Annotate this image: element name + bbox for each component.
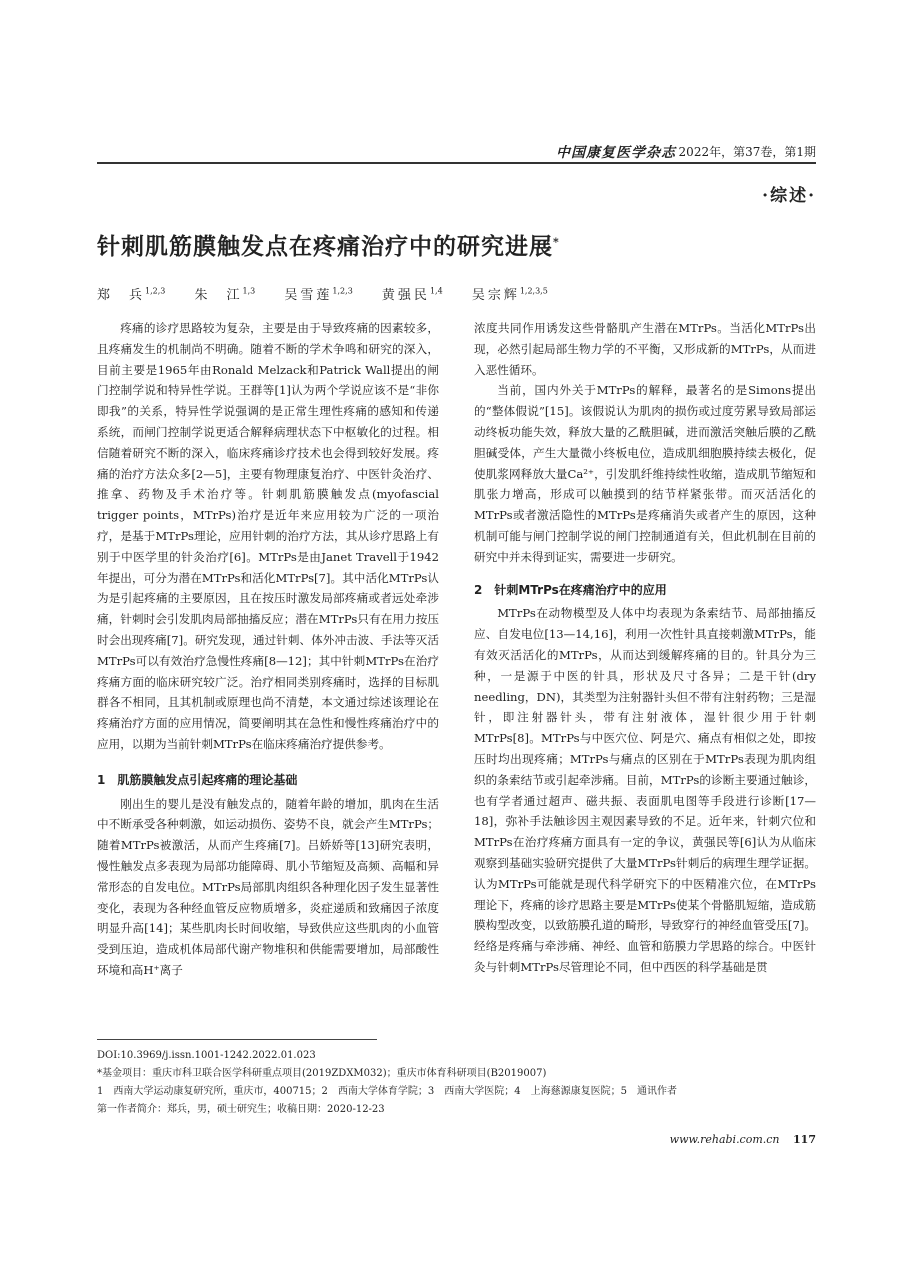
body-paragraph: MTrPs在动物模型及人体中均表现为条索结节、局部抽搐反应、自发电位[13—14,16]，利用一次性针具直接刺激MTrPs，能有效灭活活化的MTrPs，从而达到缓解疼痛的目的。针具分为三种，一是源于中医的针具，形状及尺寸各异；二是干针(dry needling，DN)，其类型为注射器针头但不带有注射药物；三是湿针，即注射器针头，带有注射液体，湿针很少用于针刺MTrPs[8]。MTrPs与中医穴位、阿是穴、痛点有相似之处，即按压时均出现疼痛；MTrPs与痛点的区别在于MTrPs表现为肌肉组织的条索结节或引起牵涉痛。目前，MTrPs的诊断主要通过触诊，也有学者通过超声、磁共振、表面肌电图等手段进行诊断[17—18]，弥补手法触诊因主观因素导致的不足。近年来，针刺穴位和MTrPs在治疗疼痛方面具有一定的争议，黄强民等[6]认为从临床观察到基础实验研究提供了大量MTrPs针刺后的病理生理学证据。认为MTrPs可能就是现代科学研究下的中医精准穴位，在MTrPs理论下，疼痛的诊疗思路主要是MTrPs使某个骨骼肌短缩，造成筋膜构型改变，以致筋膜孔道的畸形，导致穿行的神经血管受压[7]。经络是疼痛与牵涉痛、神经、血管和筋膜力学思路的综合。中医针灸与针刺MTrPs尽管理论不同，但中西医的科学基础是贯 <box>474 606 816 974</box>
title-footnote-mark: * <box>553 235 560 249</box>
article-title <box>97 228 816 261</box>
author: 吴宗辉$^{1,2,3,5}$ <box>471 286 548 303</box>
left-column <box>97 318 439 981</box>
footnote-rule <box>97 1039 377 1040</box>
journal-url: www.rehabi.com.cn <box>669 1133 780 1146</box>
doi-line: DOI:10.3969/j.issn.1001-1242.2022.01.023 <box>97 1050 316 1061</box>
author: 吴雪莲$^{1,2,3}$ <box>284 286 353 303</box>
issue-info: 2022年，第37卷，第1期 <box>678 145 816 159</box>
page-footer <box>670 1133 816 1146</box>
intro-paragraph: 疼痛的诊疗思路较为复杂，主要是由于导致疼痛的因素较多，且疼痛发生的机制尚不明确。随着不断的学术争鸣和研究的深入，目前主要是1965年由Ronald Melzack和Patrick Wall提出的闸门控制学说和特异性学说。王群等[1]认为两个学说应该不是“非你即我”的关系，特异性学说强调的是正常生理性疼痛的感知和传递系统，而闸门控制学说更适合解释病理状态下中枢敏化的过程。相信随着研究不断的深入，临床疼痛诊疗技术也会得到较好发展。疼痛的治疗方法众多[2—5]，主要有物理康复治疗、中医针灸治疗、推拿、药物及手术治疗等。针刺肌筋膜触发点(myofascial trigger points，MTrPs)治疗是近年来应用较为广泛的一项治疗，是基于MTrPs理论，应用针刺的治疗方法，其从诊疗思路上有别于中医学里的针灸治疗[6]。MTrPs是由Janet Travell于1942年提出，可分为潜在MTrPs和活化MTrPs[7]。其中活化MTrPs认为是引起疼痛的主要原因，且在按压时激发局部疼痛或者远处牵涉痛，针刺时会引发肌肉局部抽搐反应；潜在MTrPs只有在用力按压时会出现疼痛[7]。研究发现，通过针刺、体外冲击波、手法等灭活MTrPs可以有效治疗急慢性疼痛[8—12]；其中针刺MTrPs在治疗疼痛方面的临床研究较广泛。治疗相同类别疼痛时，选择的目标肌群各不相同，且其机制或原理也尚不清楚，本文通过综述该理论在疼痛治疗方面的应用情况，简要阐明其在急性和慢性疼痛治疗中的应用，以期为当前针刺MTrPs在临床疼痛治疗提供参考。 <box>97 321 439 751</box>
section-heading-2: 2 针刺MTrPs在疼痛治疗中的应用 <box>474 582 667 597</box>
page-number: 117 <box>793 1133 816 1146</box>
author-list <box>97 284 816 303</box>
article-title-text: 针刺肌筋膜触发点在疼痛治疗中的研究进展 <box>97 233 553 260</box>
body-paragraph: 当前，国内外关于MTrPs的解释，最著名的是Simons提出的“整体假说”[15]。该假说认为肌肉的损伤或过度劳累导致局部运动终板功能失效，释放大量的乙酰胆碱，进而激活突触后膜的乙酰胆碱受体，产生大量微小终板电位，造成肌细胞膜持续去极化，促使肌浆网释放大量Ca²⁺，引发肌纤维持续性收缩，造成肌节缩短和肌张力增高，形成可以触摸到的结节样紧张带。而灭活活化的MTrPs或者激活隐性的MTrPs是疼痛消失或者产生的原因，这种机制可能与闸门控制学说的闸门控制通道有关，但此机制在目前的研究中并未得到证实，需要进一步研究。 <box>474 383 816 564</box>
author-info-line: 第一作者简介：郑兵，男，硕士研究生；收稿日期：2020-12-23 <box>97 1104 385 1115</box>
running-header <box>97 136 816 166</box>
footnotes <box>97 1047 816 1119</box>
fund-line: *基金项目：重庆市科卫联合医学科研重点项目(2019ZDXM032)；重庆市体育科研项目(B2019007) <box>97 1068 547 1079</box>
section-heading-1: 1 肌筋膜触发点引起疼痛的理论基础 <box>97 772 298 787</box>
author: 郑 兵$^{1,2,3}$ <box>97 286 166 303</box>
affiliation-line: 1 西南大学运动康复研究所，重庆市，400715；2 西南大学体育学院；3 西南大学医院；4 上海慈源康复医院；5 通讯作者 <box>97 1086 677 1097</box>
author: 朱 江$^{1,3}$ <box>194 286 256 303</box>
continued-paragraph: 浓度共同作用诱发这些骨骼肌产生潜在MTrPs。当活化MTrPs出现，必然引起局部生物力学的不平衡，又形成新的MTrPs，从而进入恶性循环。 <box>474 321 816 377</box>
author: 黄强民$^{1,4}$ <box>381 286 443 303</box>
journal-name: 中国康复医学杂志 <box>556 145 676 161</box>
header-rule <box>97 162 816 164</box>
section-tag: ·综述· <box>762 186 816 206</box>
body-paragraph: 刚出生的婴儿是没有触发点的，随着年龄的增加，肌肉在生活中不断承受各种刺激，如运动损伤、姿势不良，就会产生MTrPs；随着MTrPs被激活，从而产生疼痛[7]。吕娇娇等[13]研究表明，慢性触发点多表现为局部功能障碍、肌小节缩短及高频、高幅和异常形态的自发电位。MTrPs局部肌肉组织各种理化因子发生显著性变化，表现为各种经血管反应物质增多，炎症递质和致痛因子浓度明显升高[14]；某些肌肉长时间收缩，导致供应这些肌肉的小血管受到压迫，造成机体局部代谢产物堆积和供能需要增加，局部酸性环境和高H⁺离子 <box>97 796 439 977</box>
right-column <box>474 318 816 978</box>
